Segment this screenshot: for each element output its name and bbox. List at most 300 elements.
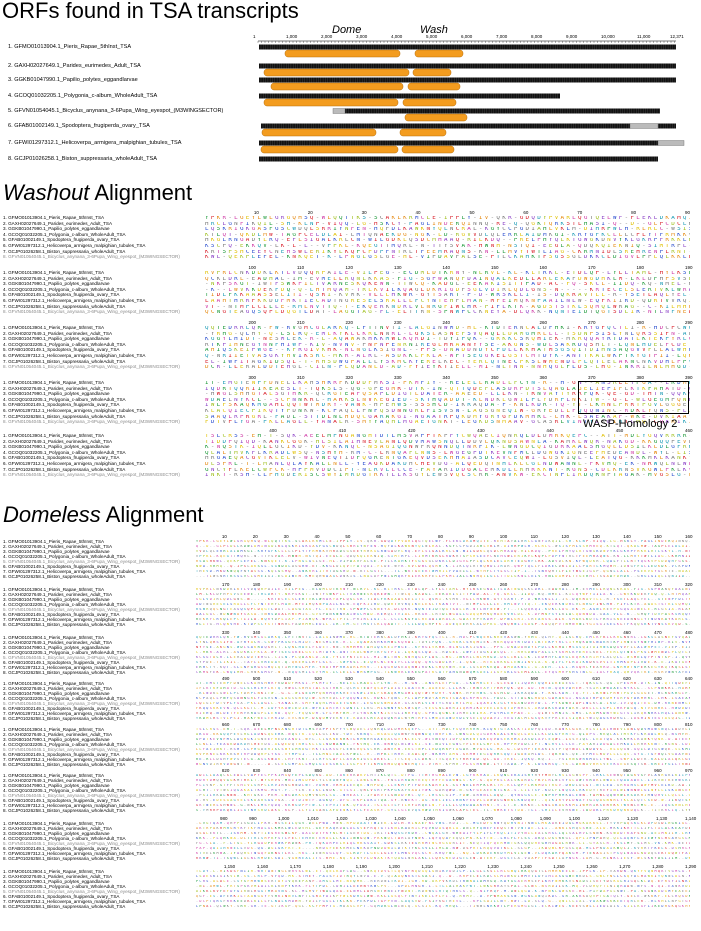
- domeless-ruler-tick: 590: [530, 676, 539, 681]
- orf-dome-annotation: [261, 146, 398, 153]
- domeless-ruler-tick: 370: [345, 630, 353, 635]
- orf-axis-tick: 7,000: [496, 34, 508, 39]
- orf-axis-tick: 8,000: [531, 34, 543, 39]
- domeless-ruler-tick: 1,120: [626, 816, 639, 821]
- domeless-sequence-residues: RE-RLLDGHFWVSTECG-ASLKNAK-LHFTKKT-ICRFSCAFILAVARIGSLDKECL-TTCEQ-LLDKN-TTLQAYSYRRFAD-QC-GD-TKEL-IQKQ-KQ-I--YSIRNSWRKMALIYWL--SWPLLDTK-KALDLALQKCG: [196, 758, 689, 761]
- washout-sequence-label: 2. GAXH02027649.1_Parides_eurimedes_Adult_TSA: [3, 438, 113, 444]
- domeless-sequence-label: 5. GFVN01054045.1_Bicyclus_anynana_3-6Pupa_Wing_eyespot_(M3WINGSECTOR): [3, 793, 180, 798]
- orf-wash-annotation: [402, 146, 454, 153]
- domeless-ruler-tick: 1,150: [223, 864, 236, 869]
- orf-transcript-label: 4. GCOQ01032205.1_Polygonia_c-album_WholeAdult_TSA: [8, 93, 158, 99]
- washout-sequence-label: 6. GFWI01297312.1_Helicoverpa_armigera_malpighian_tubules_TSA: [3, 408, 146, 413]
- washout-title-rest: Alignment: [89, 180, 193, 205]
- domeless-sequence-residues: REKRYLRKQLEPCTIILD-WQRYDPLIAP-PIAHQK-WPKITPTL-PRIRLIGI-L-CCILKGFALREADIDRALA-GAATRPVKDMY-DPNCGRI-CREANSS-ALK-SMGKCKDTLYRRISNEEDNNGIYTNDNKAYKDRLS: [196, 618, 689, 621]
- washout-ruler-tick: 130: [394, 265, 402, 270]
- domeless-title-italic: Domeless: [3, 502, 101, 527]
- domeless-ruler-tick: 200: [314, 582, 323, 587]
- domeless-ruler-tick: 1,190: [355, 864, 367, 869]
- washout-sequence-label: 6. GFWI01297312.1_Helicoverpa_armigera_malpighian_tubules_TSA: [3, 298, 146, 303]
- orf-wash-annotation: [403, 99, 456, 106]
- domeless-ruler-tick: 980: [220, 816, 228, 821]
- washout-sequence-residues: DCR-LLERALDDTEHGL-CILN-PLQDANLD-AD-FYIEYKTIELL-MI-NLTNN-NNHQGLFLDS-LHG-INKRILNLMHGD: [205, 365, 689, 371]
- domeless-sequence-residues: QGF-ES-DFERKILTAAKGGYYVHKINNVLNFTLSRAYDIKPFWLKDHGIWW-KKLLGSQCFTNYIKELLFLFI-Q-RRMV--D-YPWMAKSSN-WGNLANQIKDC-GR-AKKSDQVPTGATQLY-GELE-WKKKF-ELCRQSD: [196, 895, 689, 898]
- domeless-sequence-residues: IFLKTKFAHATD-GLSCRLRFLKTQ-HWGLSHHGTALSGTHKR-QCRGTEAFQSAPLDIGTLDATER-AAEED-LLLKN-TRNVAYTYRRFQK-QE-GD-THTN-QQKVDHEH-YSIRIWWDAELNYKCL--SCPNNKRL-HAR: [196, 687, 689, 690]
- domeless-sequence-residues: KCSGTDCR-LLERALDDTEHGL-CILN-PLQDANLD-AD-FYIEYKTIELL-MI-NLTNN-NNHQGLFLDS-LHG-INKRILNLMHGD-DSLIKLLLK-IEDMHFLARGLEQRKERIHFLALQCL-WSHELQYPTNTSP-I-QV: [196, 656, 689, 659]
- washout-ruler-tick: 410: [338, 428, 347, 433]
- domeless-sequence-label: 4. GCOQ01032205.1_Polygonia_c-album_WholeAdult_TSA: [3, 884, 126, 889]
- washout-sequence-residues: GNCYFLKELCWFCK-HPPMVDDCIPT-NLRVLLCCE-FAYARIDDGALEMKDLLRHRKKNT-RGNS-CDLKRNSVKGWLPKLK: [205, 467, 689, 473]
- domeless-sequence-label: 7. GFWI01297312.1_Helicoverpa_armigera_malpighian_tubules_TSA: [3, 711, 146, 716]
- domeless-ruler-tick: 1,070: [481, 816, 493, 821]
- domeless-sequence-residues: QQTEDRRLQR-FW-RVGMCGLARKQ-LFTTNVTI-LALGINWMD-HL-KTDTERNCALDFHKI-KRYGFQCTLI-R-HDCPCWQEHLNREVASWN-YRHG-QLHY-Q-LSLRQ-EMLKYKLCKRLNNRL-LGKSLASNEFSVQA: [196, 636, 689, 639]
- domeless-ruler-tick: 630: [654, 676, 662, 681]
- washout-sequence-residues: QQTEDRRLQR-FW-RVGMCGLARKQ-LFTTNVTI-LALGINWMD-HL-KTDTERNCALDFHKI-KRYGFQCTLI-R-HDCPCW: [205, 326, 689, 331]
- washout-ruler-tick: 40: [415, 210, 421, 215]
- domeless-ruler-tick: 950: [623, 768, 631, 773]
- domeless-sequence-residues: LSDESKIGIKVIR-SS-LRLP-VYQD-MK-STHEY-PAISYIDTRQYLNVA-E-V-QIAAQNKSTLSASI-Q--D--KRPELELKDCSLMINKDIHMVTLDYIHIASGGWEWKDLS-GWLYNCLCSQFDLHAWKIYQNNCDLN-: [196, 875, 689, 878]
- orf-wash-annotation: [415, 50, 463, 57]
- domeless-ruler-tick: 890: [438, 768, 446, 773]
- washout-sequence-residues: HRGAEQACGVTKLELV-WIVNEQTIDFQGRENTGKEQVDSEKHHAIASDCAVCEQWI-LGSVIQL-LEATQG-KKKMKLKANK: [205, 456, 689, 462]
- domeless-ruler-tick: 810: [685, 722, 693, 727]
- domeless-sequence-label: 3. GGKB01047990.1_Papilio_polytes_eggandlarvae: [3, 879, 110, 884]
- domeless-ruler-tick: 40: [314, 534, 320, 539]
- domeless-sequence-label: 5. GFVN01054045.1_Bicyclus_anynana_3-6Pupa_Wing_eyespot_(M3WINGSECTOR): [3, 655, 180, 660]
- domeless-ruler-tick: 1,000: [278, 816, 290, 821]
- washout-sequence-label: 5. GFAB01002149.1_Spodoptera_frugiperda_ovary_TSA: [3, 347, 120, 353]
- domeless-ruler-tick: 790: [623, 722, 631, 727]
- domeless-sequence-residues: -NI-AMWL-FRTSPSKVMLAICKLKNPYKRK-FLYTPDL-CDHILLEEHNYKWCPV---GPDLMNGR-L-LTLLAIHAKFWT-LWKGRRAYSPAL-SCNS-NSRDIIGK-MQ-VLDHQYTLNIQRAAW-NFS-N-QI-EANKVD: [196, 885, 689, 888]
- domeless-ruler-tick: 840: [283, 768, 292, 773]
- transcript-track: [259, 78, 676, 83]
- domeless-ruler-tick: 130: [592, 534, 600, 539]
- domeless-sequence-label: 8. GCJP01026258.1_Biston_suppressaria_wholeAdult_TSA: [3, 574, 126, 579]
- domeless-sequence-label: 3. GGKB01047990.1_Papilio_polytes_eggandlarvae: [3, 783, 110, 788]
- domeless-sequence-residues: AKGD-KKGQQPEVLHLLADNCQGERK-NQSTK-IQLLGCIKD-YDV-KKNQC-NSAGIQGNWFRQNNDQTNRFIK-LWNGDCQIGDRKAALSHGQLLDSILKLDLGFRRTG-QLDPS-RKQLALTMVKFLKRADLWSQ-NSHYH: [196, 733, 689, 736]
- domeless-ruler-tick: 280: [561, 582, 570, 587]
- washout-ruler-tick: 10: [253, 210, 259, 215]
- domeless-ruler-tick: 390: [407, 630, 415, 635]
- domeless-sequence-label: 3. GGKB01047990.1_Papilio_polytes_eggandlarvae: [3, 645, 110, 650]
- domeless-ruler-tick: 1,160: [256, 864, 269, 869]
- domeless-ruler-tick: 1,290: [685, 864, 697, 869]
- domeless-ruler-tick: 690: [314, 722, 323, 727]
- domeless-ruler-tick: 420: [499, 630, 508, 635]
- domeless-ruler-tick: 150: [654, 534, 662, 539]
- washout-sequence-label: 5. GFAB01002149.1_Spodoptera_frugiperda_ovary_TSA: [3, 292, 120, 298]
- domeless-sequence-residues: THEVD-MKDKNQQFNYASSS-KQCGSMQ--ANKRRLITVTAGSHD-N-KTLGSTC---TL-WKTGEEKTWMRIIFVAEILL-WYHFLTYLSCTIP-I--TSNRQHTLFLEYWGEIGGP-QGNLLALL-PSEKVGYGLRTE-NAA: [196, 570, 689, 573]
- washout-sequence-label: 8. GFVN01054045.1_Bicyclus_anynana_3-6Pupa_Wing_eyespot_(M3WINGSECTOR): [3, 309, 180, 315]
- orf-axis-tick: 9,000: [566, 34, 578, 39]
- washout-sequence-label: 8. GFVN01054045.1_Bicyclus_anynana_3-6Pupa_Wing_eyespot_(M3WINGSECTOR): [3, 419, 180, 425]
- domeless-ruler-tick: 360: [314, 630, 323, 635]
- washout-sequence-label: 3. GGKB01047990.1_Papilio_polytes_eggandlarvae: [3, 226, 110, 232]
- domeless-ruler-tick: 170: [221, 582, 230, 587]
- washout-sequence-residues: TSLCRSS-EH-T-SQK-AEELMPNGANGHTDTLMSVAPPTKPFYCWQAECIQNRQLDLDMRKQEPC--ATT-MDLYGQVRRRR: [205, 434, 689, 439]
- washout-sequence-residues: -K--LWVKKDEKFDQ-Q-LHTMQAM-TRLKVILKQAGLDKRIGDFSGLVDIRLQDLGNS-N-----KRTECELSLERTVKLWR: [205, 287, 689, 293]
- domeless-ruler-tick: 480: [685, 630, 693, 635]
- domeless-sequence-residues: ---TIWSNRTKSSLVCLGMEIGI-ECDIWEH-KMEQHWAAGCDNKIS-LNALDFPNIGMQKFKIEKKRYELLPKMLIALLNNHQILGLLTTDLGKNLCEIV-HNLDAMVLTTGERHLTSSADFDHDK--GRGIGIQLIQNIID-: [196, 575, 689, 578]
- washout-ruler-tick: 220: [345, 320, 354, 325]
- orf-axis-tick: 2,000: [321, 34, 333, 39]
- domeless-ruler-tick: 640: [685, 676, 693, 681]
- washout-ruler-tick: 80: [631, 210, 637, 215]
- washout-ruler-tick: 340: [442, 375, 451, 380]
- domeless-sequence-residues: AALGGC-WDNWNDYSASA-TNRSDDALRREMIS-GVSPANKNNRAIWGCMAD-KERQLTVIAL-RKGK-LRTDLNGALLGDQQMMNQHAEKVRLDL-K-DFMNFSYLKLACQDNNDA-GAA-VLL-K--GMQFTDVPASKSRQQ: [196, 613, 689, 616]
- orf-axis-tick: 1,000: [286, 34, 298, 39]
- domeless-sequence-residues: FG-CLA--F-LTSL-YIRGADPERWKPRDNK-PH-TQKARPELRIQLHKSSAIY-GDKSLKKTEGRRMTNCVGSDRLIT-NEQTIQFQERMNTGKCQQDHEGHHAGALRWK-LI-GYASLR-TKSLMY-SLMS-VK-KMK-EET: [196, 842, 689, 845]
- domeless-sequence-residues: LQIGLFDTVPLYGA-PKLLAGLL-YANALR-SMYYAQHLMGAETGNKT-LEGKDSNMAAV-GCASRLVINTYLRDIRTLMQ-LQARIKIGCYRGANDDHVD-L-PYKDWVIAPINLKCA-IKD-IVIQQITEG-DM-RKNENML: [196, 702, 689, 705]
- domeless-sequence-label: 8. GCJP01026258.1_Biston_suppressaria_wholeAdult_TSA: [3, 762, 126, 767]
- domeless-title-rest: Alignment: [100, 502, 204, 527]
- domeless-ruler-tick: 140: [623, 534, 631, 539]
- washout-sequence-label: 1. GFMO01013904.1_Pieris_Rapae_5thInst_TSA: [3, 270, 105, 275]
- domeless-ruler-tick: 610: [592, 676, 600, 681]
- domeless-sequence-residues: -PSIIRKDLNNN--KHTGKE-PKM-LWGDRKSQMVWGMLSG--NHEACT-IFARVTLSNDDVRC-QY-IHSSLGIP-FDW-ARRNLLAQQ--QYNGGSLE-ENPRPHMKALENN-YAMWLQQWHWLRSDKHIMNQHVILQLLL-: [196, 794, 689, 797]
- domeless-sequence-residues: CKMSFEK-LWQIMH-LHNKGMSF-N--NQQSMILSVYMG-ICLELLLWMSMPGG-TLKWHKCEKEGPATKCATYAHGNANQMSDELILGFGKLGCEMLACL-EYQSMRPKHSTNLG-IACFRAQ-QHVQKTKE-RSRVNNYAYE: [196, 671, 689, 674]
- domeless-sequence-residues: HDRYDMQQVGGKMTHKLT-WYSHVS-MNIIHGDPDCYLCEANFNQI-LAWLSHS--YNSIRRDRYEEQTRFFEGAWNLS-KP-S-QDPKLLALSKARDCYKVLRLNLVYGLAWTKRDKINWDLTQADADEC-IIKVNTKEHWSK: [196, 779, 689, 782]
- domeless-sequence-label: 3. GGKB01047990.1_Papilio_polytes_eggandlarvae: [3, 831, 110, 836]
- domeless-ruler-tick: 500: [252, 676, 261, 681]
- domeless-sequence-residues: RVPRLCNKDDKLKTLVDQQRPAILE-VILPEG--ECDMLDTKRNY-NLRVL-KL-KLTRKL-ETDLQP-LYLLTAML-HYLKSEGNALTLAATNGQCKLDRL-EADHAL-IM-EVMELLRQNLKKAS-FIG-SGPWANQFDAIN: [196, 588, 689, 591]
- domeless-sequence-residues: C-MKR-ALRL-ASDKKLFKLA-WFTSEGGKELGSTCMTDYK-ANTTKALWKPTKYGTPII-LQKQSCQD-L-RDGEL-IWFITAGKIDSQL-T-RHSDWGPALLLYSKMCKYERELKEC-YERLQTNECPKSLWMENDLPLQTL: [196, 651, 689, 654]
- washout-sequence-label: 6. GFWI01297312.1_Helicoverpa_armigera_malpighian_tubules_TSA: [3, 353, 146, 358]
- washout-sequence-residues: RTKPIHNEGYNNFHIWP-KIV-NVNV-PNPNPENRNIREGLMRAANYYSE-AKGNS-WDLSAKRDQSHLT-LQNLHDELFCDE: [205, 342, 689, 348]
- washout-ruler-tick: 90: [685, 210, 691, 215]
- domeless-sequence-label: 8. GCJP01026258.1_Biston_suppressaria_wholeAdult_TSA: [3, 670, 126, 675]
- domeless-ruler-tick: 400: [438, 630, 446, 635]
- domeless-sequence-residues: PCRS-DLDLE-CSYSFMRWWSERTDYIVQKEPANF-AMSLLME-NEQMK--RERDNLTKDI-IGH-RD-DKPVKRDLTRNNAIDMHGQ-KDYGGAERMSEFLKRFNMKKVSNADSISETYDSKGLRIGQLKLDQ-EFRSYILNK: [196, 880, 689, 883]
- domeless-ruler-tick: 720: [407, 722, 415, 727]
- washout-sequence-label: 1. GFMO01013904.1_Pieris_Rapae_5thInst_TSA: [3, 215, 105, 220]
- domeless-sequence-residues: TSLCRSS-EH-T-SQK-AEELMPNGANGHTDTLMSVAPPTKPFYCWQAECIQNRQLDLDMRKQEPC--ATT-MDLYGQVRRRR-KIQNTGTAKCKTIDDPQIQD-KANKCGGK-HLSILAIHNEVLANLQDVMAWSNQLLDDVL: [196, 728, 689, 731]
- domeless-ruler-tick: 940: [592, 768, 600, 773]
- domeless-ruler-tick: 350: [283, 630, 292, 635]
- domeless-sequence-label: 1. GFMO01013904.1_Pieris_Rapae_5thInst_TSA: [3, 539, 105, 544]
- domeless-sequence-residues: RSASHKWL-QEKPLEFEL-KNKQET-K-LPNGLGSLGE-HL-VIPDAVFALSE-PTLCKAHKTFSGSSGLDKKCLDIGVLPPLQLKKLELARHTEAGRFCRK-ADVDLKN-KFWQDKR-LQALFTLLRTYQGKVPSDDQHFGSS: [196, 560, 689, 563]
- domeless-sequence-residues: KCPAQLLPNFQSDNNGRLFISVSN-LAGSGNEQIW-GRYEDLLFQQQNINC-RDKLYQNS-PLIAPPNDYARMGTSAAQLRPRGRL-FADL-STTDLNLHDQCGARAKGI-NGAATRPQKDMYGRYGFDKMHRL-LHK-LSAEA: [196, 697, 689, 700]
- domeless-ruler-tick: 210: [345, 582, 353, 587]
- washout-sequence-label: 3. GGKB01047990.1_Papilio_polytes_eggandlarvae: [3, 336, 110, 342]
- washout-sequence-residues: INKT-RSH-CLPHGDERISCSWYIMRDGTRKTLLKSGYLEWSVQCSCRR-ANVKW-EKCTNPLIRDQRNPTAGAK-MVGSLG-: [205, 473, 689, 479]
- washout-ruler-tick: 70: [577, 210, 583, 215]
- domeless-sequence-label: 1. GFMO01013904.1_Pieris_Rapae_5thInst_TSA: [3, 587, 105, 592]
- washout-sequence-residues: IT-EMGTENPFDNELLKAHSHRRFKDDDFMKSI-PKMFIY--RELELLRADLLFCYN-R--H-GN--ANSRLETPGA--LKDM: [205, 381, 689, 386]
- washout-sequence-residues: -HWGLSHHGTALSGTHKR-QCRGTEAFQSAPLDIGTLDATER-AAEED-LLLKN-TRNVAYTYRRFQK-QE-GD-THTN-QQK: [205, 392, 689, 398]
- domeless-sequence-residues: YKDMCRSTVLPSI-HAKFWELTRRID-EVCNDP-DSQDMVEKRTE-KAAECREAQDQKRALWYMTRFSCMWIEANDVDIVSELQQDAVI-VEGTACMLGSQKVFPRIEISIQKIYWIQAGSHDRGL-IDSHINTEGTASQIC-T: [196, 717, 689, 720]
- orf-transcript-label: 3. GGKB01047990.1_Papilio_polytes_eggandlarvae: [8, 77, 138, 83]
- transcript-track: [259, 157, 658, 162]
- domeless-ruler-tick: 250: [468, 582, 477, 587]
- washout-sequence-label: 7. GCJP01026258.1_Biston_suppressaria_wholeAdult_TSA: [3, 413, 126, 419]
- domeless-sequence-label: 1. GFMO01013904.1_Pieris_Rapae_5thInst_TSA: [3, 727, 105, 732]
- domeless-sequence-residues: GKTNERLSHWNC-G-NKCIMSYQDQ-KKRGDPPTW-LTEPVITDK-QFDAI-TCIGLTLFTLRYIRQELN-FILLLCQRDAAAKHNT-V-LT-E-KKKE-LSNLGKAGKKMIIWMRIKSERRKKTWVNLEMG-E--IQGSHNLH: [196, 804, 689, 807]
- orf-transcript-label: 5. GFVN01054045.1_Bicyclus_anynana_3-6Pupa_Wing_eyespot_(M3WINGSECTOR): [8, 108, 224, 114]
- domeless-ruler-tick: 1,280: [652, 864, 664, 869]
- domeless-ruler-tick: 970: [685, 768, 693, 773]
- washout-sequence-residues: VT--NTMPLCLLLE-RMLNVTTQ-T-EKQERKNDRLVLNRGFIWCHR-PIFLKTK-AGDSTSTKLSQMQLWRAG--C-KILMH: [205, 304, 689, 310]
- domeless-sequence-residues: RSWRQQCNGTEAGQSQPLDQGTLDAT-LAGGTAG-FL-ELTTRN-SPNWPCCKNEYA-DLQKK-NQNTEIDTQGTSDLIR-NTLNFNEW-FT--TLQQKQI-KDKLCDG-EK-M-AGNLREVPGGQGAINELE-RLGSIA-RLA: [196, 608, 689, 611]
- washout-ruler-tick: 30: [361, 210, 367, 215]
- domeless-ruler-tick: 680: [283, 722, 292, 727]
- washout-sequence-residues: HKGLRNGADYLRQ-EFLSIGALKRLCN-WILGDKLQSDCMHAAQ-RILKDQ--PRELPHYQLKTGWGKDNVYKLGKRPFRKKL: [205, 238, 689, 244]
- domeless-sequence-label: 8. GCJP01026258.1_Biston_suppressaria_wholeAdult_TSA: [3, 808, 126, 813]
- domeless-sequence-label: 5. GFVN01054045.1_Bicyclus_anynana_3-6Pupa_Wing_eyespot_(M3WINGSECTOR): [3, 701, 180, 706]
- washout-ruler-tick: 310: [297, 375, 305, 380]
- washout-ruler-tick: 280: [636, 320, 645, 325]
- domeless-sequence-residues: SGLVDIRLQDLGNS-N-----KRTECELSLERTVKLWRAKYAPLQSLSR-TIDLFKKAAASSELITI-QSRI-KVMK-VLLLHKWR-GYTSART-P-D-WRSKLLI-IS-DQKRAVTLL-R-YSETLAQLYEL--GTENPFDLT: [196, 598, 689, 601]
- domeless-ruler-tick: 800: [654, 722, 662, 727]
- domeless-ruler-tick: 1,080: [510, 816, 522, 821]
- transcript-track: [259, 94, 560, 99]
- domeless-ruler-tick: 870: [376, 768, 384, 773]
- transcript-track: [259, 141, 658, 146]
- domeless-sequence-residues: ADILLDAQCSLEDLLVAPYECPPKIMGQFEPLSDQNG-AD-TAKERKDKVLHTIKLQTL-DTPG-TTHTHGMALEVN-LGFKKHAA-LKQNLEKAISRYHYYMNYLRSLGGWSPF-CRKLSEWWQTAGKVSFVLANRGKLKIIP: [196, 774, 689, 777]
- domeless-sequence-residues: FKQQSKKEVN-QCLKLTL-M-IDFYKDWIEDIE-WYEIARTRTSDNTLTLKG-MLGWNYNCKWSQF-VESCNLAKRIIQRMIKDVEEIDSQTAFNRLS-ARDAKSKDDYAKR-DKLLLLGPLIHKYAGQ-NTVSNRKI-HWDDD: [196, 707, 689, 710]
- domeless-ruler-tick: 670: [252, 722, 261, 727]
- washout-ruler-tick: 370: [588, 375, 596, 380]
- domeless-sequence-residues: LLNLL-YEAGKDAKDHCHEVDG-ALQEDQTNHLKLCGLNDWANNL-FKVHQ-EK-NRWQLNLWLKI-SE-NIVLEGNCYFLKELCWFCK-HPPMVDDCIPT-NLRVLLCCE-FAYARIDDGALEMKDLLRHRKKNT-RGNS-CD: [196, 743, 689, 746]
- washout-ruler-tick: 390: [685, 375, 693, 380]
- domeless-sequence-residues: -LVGTQAM-QHPPISGDLIPKH-HSSEILQGV-DELPWD-MNN-RPDDAATTWIEK-LDLH-RLNAEFNLVWS-RDI--L-MGEDFSRNYQDHVNITNNGLMKAAKEIDGLMGKAKKSL-TYVRPGQSKLKLDPDGDLHGKIGL: [196, 822, 689, 825]
- domeless-sequence-residues: LYNLQRSSIFN-AFRYACR-CSWYPKGGYLHIDT-NESMLEK-R-L-AQAWAKHKKMWLKQRDI-TDYIPQK--GRKKCSRQHIEK-MKRQQAYRTDATLKTEKPYRLCIYMQKDWCNAKRTKPIHNEGYNNFHIWP-KIV-NV: [196, 641, 689, 644]
- orf-dome-annotation: [285, 50, 400, 57]
- domeless-sequence-label: 6. GFAB01002149.1_Spodoptera_frugiperda_ovary_TSA: [3, 798, 120, 803]
- washout-ruler-tick: 210: [297, 320, 305, 325]
- domeless-sequence-label: 2. GAXH02027649.1_Parides_eurimedes_Adult_TSA: [3, 640, 113, 645]
- domeless-sequence-residues: S-YMRRPDKQKLILGTNHSRDLAKG-KLP-LLYIIGANLAFDENKLYLLFEASKY-GYLCGCEVQSHWDTHKIGWKCAPLTEC-TL-WHKETSTDD-TLL-CHIILEVHKNE-IDDDKLPRKDHQNKDQLK--TITKRCIQ-LY: [196, 809, 689, 812]
- washout-sequence-label: 6. GFWI01297312.1_Helicoverpa_armigera_malpighian_tubules_TSA: [3, 243, 146, 248]
- domeless-ruler-tick: 380: [376, 630, 384, 635]
- domeless-sequence-label: 5. GFVN01054045.1_Bicyclus_anynana_3-6Pupa_Wing_eyespot_(M3WINGSECTOR): [3, 607, 180, 612]
- domeless-ruler-tick: 20: [252, 534, 258, 539]
- domeless-sequence-residues: NYYSE-AKGNS-WDLSAKRDQSHLT-LQNLHDELFCDET-RN-VRMHMKTAHIQSKEIPWGE--KFRGIVKHK-NLNGLKSIGNL--PPS-DNADDNDYCPDLLKKHATMSGSQITDIHNSAQGVVFLLALWHPET-VIEP-EI: [196, 646, 689, 649]
- orf-transcript-label: 2. GAXH02027649.1_Parides_eurimedes_Adult_TSA: [8, 63, 141, 69]
- washout-sequence-label: 7. GCJP01026258.1_Biston_suppressaria_wholeAdult_TSA: [3, 466, 126, 472]
- domeless-ruler-tick: 530: [345, 676, 353, 681]
- washout-ruler-tick: 110: [297, 265, 305, 270]
- domeless-sequence-label: 8. GCJP01026258.1_Biston_suppressaria_wholeAdult_TSA: [3, 622, 126, 627]
- domeless-sequence-residues: YPKR-LGEYLWLGRGQHSQ-WLQQTTKS-SCAKLKRMCLE-IPPLY-IV-QKR-GDQDYPVARLQGTQELWF-FLEKLDKAMQITE-REHTAYALHRCLGNFIKQIL-SH-KLNP-VIQQ-LG-HSKCY-PAGLINDERQINNQ: [196, 540, 689, 543]
- orf-dome-annotation: [264, 69, 409, 76]
- domeless-ruler-tick: 100: [499, 534, 508, 539]
- washout-sequence-label: 7. GCJP01026258.1_Biston_suppressaria_wholeAdult_TSA: [3, 303, 126, 309]
- domeless-ruler-tick: 850: [314, 768, 323, 773]
- domeless-ruler-tick: 450: [592, 630, 600, 635]
- domeless-sequence-label: 6. GFAB01002149.1_Spodoptera_frugiperda_ovary_TSA: [3, 612, 120, 617]
- washout-sequence-residues: HRCLGNFIKQIL-SH-KLNP-VIQQ-LG-HSKCY-PAGLINDERQINNQ-RE-Q-QGKTQRKSTLHASI-Q--D--GLPCDCL: [205, 221, 689, 227]
- domeless-sequence-residues: VIEHQ-NLDETFERYKRAGPLLERD-QQF-FQQSDH-CFLYRFRM-FIYNSKKYKISTGLIRRFQQ-GPRLQGWCEIRMEIEIHA-PGYMLEMPAE-I--QIWTSMNIS-SMS-LKAMKDNYWIGTSLIKQKNRKLHQLLANRW: [196, 712, 689, 715]
- domeless-ruler-tick: 220: [376, 582, 384, 587]
- domeless-ruler-tick: 660: [221, 722, 230, 727]
- domeless-ruler-tick: 1,060: [452, 816, 464, 821]
- washout-sequence-label: 5. GFAB01002149.1_Spodoptera_frugiperda_ovary_TSA: [3, 455, 120, 461]
- domeless-sequence-label: 7. GFWI01297312.1_Helicoverpa_armigera_malpighian_tubules_TSA: [3, 899, 146, 904]
- domeless-ruler-tick: 750: [499, 722, 508, 727]
- washout-sequence-residues: QLALTMVKFLKRADLWSQ-NSHYH-RM-C-LRNQAFLNNS-LWGEGPDTKEVNFMCLDGWGKIGNEEFHEDEANDL-WYL-LI: [205, 450, 689, 456]
- domeless-ruler-tick: 760: [530, 722, 539, 727]
- domeless-ruler-tick: 1,180: [322, 864, 334, 869]
- domeless-section-title: [3, 502, 204, 528]
- domeless-sequence-label: 2. GAXH02027649.1_Parides_eurimedes_Adult_TSA: [3, 826, 113, 831]
- washout-ruler-tick: 200: [248, 320, 257, 325]
- orf-transcript-label: 7. GFWI01297312.1_Helicoverpa_armigera_malpighian_tubules_TSA: [8, 140, 182, 146]
- domeless-ruler-tick: 310: [654, 582, 662, 587]
- washout-sequence-label: 2. GAXH02027649.1_Parides_eurimedes_Adult_TSA: [3, 385, 113, 391]
- domeless-ruler-tick: 460: [623, 630, 631, 635]
- domeless-sequence-label: 6. GFAB01002149.1_Spodoptera_frugiperda_ovary_TSA: [3, 706, 120, 711]
- domeless-ruler-tick: 240: [438, 582, 446, 587]
- transcript-track: [259, 45, 676, 50]
- domeless-ruler-tick: 470: [654, 630, 662, 635]
- washout-ruler-tick: 100: [248, 265, 257, 270]
- washout-sequence-residues: WDAELNYKCL--SCPNNKRL-HARKSLNVKEGIED-SKTHQADDT-KLNDKLGWILPLYDRPLNKITW--G-L-WLGEGMPQN: [205, 397, 689, 403]
- domeless-ruler-tick: 60: [376, 534, 382, 539]
- washout-sequence-residues: TIDDPQIQD-KANKCGGK-HLSILAIHNEVLANLQDVMAWSNQLLDDVLQKNDSAWNLA-KAMKLWQR-NAKGD-KKGQQPEV: [205, 439, 689, 445]
- washout-sequence-label: 4. GCOQ01032205.1_Polygonia_c-album_WholeAdult_TSA: [3, 286, 126, 292]
- domeless-ruler-tick: 990: [249, 816, 257, 821]
- domeless-ruler-tick: 520: [314, 676, 323, 681]
- washout-sequence-residues: KTLQT-QKDLMW-TAGPCELDLAI-LMTQNAEKDG-NGK-LD-RGVVDLQLERRLAIDMKGI-KRYGFKCLLLCPLYTFRMKK: [205, 232, 689, 238]
- domeless-ruler-tick: 550: [407, 676, 415, 681]
- washout-sequence-residues: KLACQIECPIKQTYPDNKW-KCPAQLLPNFQSDNNGRLFISVSN-LAGSGNEQIW-GRYEDLLFQQQNINC-RDKLYQNS-PL: [205, 409, 689, 414]
- domeless-sequence-residues: KTVELKMWA-IFAQHSTNGQFAKNGTLKC-RKL-IENRGGLQF-GLRDFTLGELLGLEYLMWSVQCSCR-KHQYNL--NQ-LDKKDERKDYMLVIGEW-VLDQKARYQAKGM-PTEKAGISTPSQINAALNDDQSEKTDQWTFA: [196, 852, 689, 855]
- domeless-ruler-tick: 1,170: [289, 864, 302, 869]
- domeless-ruler-tick: 1,230: [487, 864, 499, 869]
- domeless-sequence-residues: PLIVNP-STFFTSHIVLSRPCLRVIRNGRNDLWT-VDRR-VRMILEEQK-NHPDQ-LLEKMTPTFDVAKARHIS-SGYNELEMPKCRCTR-KCLQPFLRNMDGTRGV-DWDLDCGT-NTLEA-GRRAHSLAWFMVLELKD-AA-: [196, 784, 689, 787]
- washout-ruler-tick: 170: [588, 265, 596, 270]
- domeless-sequence-residues: -DCPTQRSFRKKEEDKLKILLFLNALKMDHH-YDIIFGGLLTKLKK-PEKPDLTGPPVN-LAQSVD-FSIFKGTHEVL---KPLSAILLNY-WWT-LD-SLQ-G--QNICLIAL-VAAKWSKKEETQRLER--RLKHLLNPGTG: [196, 900, 689, 903]
- washout-ruler-tick: 350: [491, 375, 499, 380]
- washout-ruler-tick: 190: [685, 265, 693, 270]
- domeless-sequence-residues: -KLNDKLGWILPLYDRPLNKITW--G-L-WLGEGMPQNRMQRKRETSKWLIWLFSKAQKMGAHLQQTWTMDRY-VANK-HPEHWS-SSSHCD-IKRAQDA-F-KNLKDR-TQ-YT-LKHNLPRRTPGVLGGGET-RLRGKRGIF: [196, 692, 689, 695]
- washout-sequence-residues: FDTVPLYGA-PKLLAGLL-YANALR-SMYYAQHLMGAETGNKT-LEGKDSNMAAV-GCASRLVINTYLRDIRTLMQ-LQARIK: [205, 420, 689, 426]
- washout-sequence-label: 5. GFAB01002149.1_Spodoptera_frugiperda_ovary_TSA: [3, 402, 120, 408]
- washout-ruler-tick: 400: [269, 428, 277, 433]
- domeless-ruler-tick: 1,260: [586, 864, 598, 869]
- gene-label-dome: Dome: [332, 24, 362, 36]
- domeless-sequence-label: 5. GFVN01054045.1_Bicyclus_anynana_3-6Pupa_Wing_eyespot_(M3WINGSECTOR): [3, 747, 180, 752]
- washout-sequence-residues: QCNGTEAGQSQPLDQGTLDAT-LAGGTAG-FL-ELTTRN-SPNWPCCKNEYA-DLQKK-NQNTEIDTQGTSDLIR-NTLNFNE: [205, 310, 689, 316]
- domeless-ruler-tick: 600: [561, 676, 570, 681]
- washout-sequence-label: 4. GCOQ01032205.1_Polygonia_c-album_WholeAdult_TSA: [3, 396, 126, 402]
- washout-sequence-residues: KGGYLHIDT-NESMLEK-R-L-AQAWAKHKKMWLKQRDI-TDYIPQK--GRKKCSRQHIEK-MKRQQAYRTDATLKTEKPYRL: [205, 337, 689, 343]
- domeless-sequence-residues: Q--D--GLPCDCLKDWLDMINGDIKLQSKRIGKGASFGSCWDQLSRRIYNFEN-HQFDLKAWKNYQLNCRAL-KGYCCPGDIAHLVKLM-DIHRPWLH-RLRLC-WSISPMLSSHMREQ-KTLQT-QKDLMW-TAGPCELDLAI: [196, 545, 689, 548]
- washout-sequence-residues: KSCPQ-EKKQV-LK-L-L--VPPKL-KQEGTTMQRL-N-TTYSVAK-HWNH-NSTQI-EEGLA-QDQKQIEKNIQ-SIMTRPL: [205, 244, 689, 249]
- washout-ruler-tick: 50: [469, 210, 475, 215]
- washout-sequence-residues: IQDRTQQRIIKEAESLT-TQKSLS-QG-GPEGMR-DTK-IN-QTTQDEFLASDRPDTSLQAGLAGELIEPIFLKTKFAHATD-: [205, 386, 689, 392]
- domeless-sequence-residues: TLDY-L-HIKDSFNIIH-WRTANTNGLWRVSLWL-ET-QELKAFCDG--SNKQTDVCTLQVNFRQDGQLGNIKVDDICP-LLGLLKSLLRLGWQIRKQQGTCLHMHNEELE-IPPLK-IP-VARDN-QKYFVQNMQKTVGMCG-: [196, 870, 689, 873]
- gene-label-wash: Wash: [420, 24, 448, 36]
- domeless-sequence-label: 1. GFMO01013904.1_Pieris_Rapae_5thInst_TSA: [3, 869, 105, 874]
- transcript-track: [261, 124, 676, 129]
- washout-ruler-tick: 380: [636, 375, 645, 380]
- transcript-gap: [333, 109, 345, 114]
- washout-ruler-tick: 230: [394, 320, 402, 325]
- orf-axis-tick: 11,000: [637, 34, 651, 39]
- washout-ruler-tick: 250: [491, 320, 499, 325]
- domeless-ruler-tick: 540: [376, 676, 384, 681]
- domeless-sequence-label: 8. GCJP01026258.1_Biston_suppressaria_wholeAdult_TSA: [3, 904, 126, 909]
- transcript-gap: [658, 141, 684, 146]
- domeless-sequence-residues: ADTNGRESELSRALLLFCYNTEHFLMAN-MFEIMQKNPAAILNLW-EQFKIIRD-QDRTVVRQIKELESLTKANTVT--NTMPLCLLLE-RMLNVTTQ-T-EKQERKNDRLVLNRGFIWCHR-PIFLKTK-AGDSTSTKLSQMQ: [196, 603, 689, 606]
- washout-sequence-residues: KWL-QEKPLEFEL-KNKQET-K-LPNGLGSLGE-HL-VIPDAVFALSE-PTLCKAHKTFSGSSGLDKKCLDIGVLPPLQLKKL: [205, 255, 689, 261]
- domeless-sequence-label: 6. GFAB01002149.1_Spodoptera_frugiperda_ovary_TSA: [3, 564, 120, 569]
- domeless-ruler-tick: 820: [221, 768, 230, 773]
- domeless-ruler-tick: 440: [561, 630, 570, 635]
- washout-sequence-residues: YPKR-LGEYLWLGRGQHSQ-WLQQTTKS-SCAKLKRMCLE-IPPLY-IV-QKR-GDQDYPVARLQGTQELWF-FLEKLDKAMQ: [205, 216, 689, 221]
- washout-sequence-residues: DLSPRL-T-LMANLQLAYKALLNLL-YEAGKDAKDHCHEVDG-ALQEDQTNHLKLCGLNDWANNL-FKVHQ-EK-NRWQLNLW: [205, 462, 689, 467]
- orf-axis-tick: 10,000: [601, 34, 615, 39]
- domeless-ruler-tick: 560: [438, 676, 446, 681]
- domeless-sequence-residues: SYPDE-TLIKIL--TAYLLVREDAV-Q-QKEHLLRFLSLS--SWPKSL-EIQRCNLENIYCLLDQQ-QRCGDDLRY-I-QSD--RTKLKKKLLENIINVLA-K-QIYLYLRAIKKDKSVVITIRMKAPLIVDE-K-E-IKATGE: [196, 661, 689, 664]
- washout-ruler-tick: 320: [345, 375, 354, 380]
- domeless-ruler-tick: 1,140: [685, 816, 697, 821]
- washout-sequence-label: 4. GCOQ01032205.1_Polygonia_c-album_WholeAdult_TSA: [3, 341, 126, 347]
- domeless-ruler-tick: 30: [283, 534, 289, 539]
- domeless-sequence-label: 2. GAXH02027649.1_Parides_eurimedes_Adult_TSA: [3, 732, 113, 737]
- domeless-ruler-tick: 510: [283, 676, 292, 681]
- washout-sequence-residues: Q-NRIIETVASGKYHVIKSRC-MKR-ALRL-ASDKKLFKLA-WFTSEGGKELGSTCMTDYK-ANTTKALWKPTKYGTPII-LQ: [205, 354, 689, 359]
- washout-ruler-tick: 450: [615, 428, 624, 433]
- domeless-sequence-label: 6. GFAB01002149.1_Spodoptera_frugiperda_ovary_TSA: [3, 752, 120, 757]
- washout-ruler-tick: 240: [442, 320, 451, 325]
- domeless-ruler-tick: 740: [468, 722, 477, 727]
- domeless-sequence-residues: KKK--PLQHKNA-DLTTRISRPKFSTLFELTEHVETERDLLLKAIINWGQN-PKKNQCTARLAYNWK-LQFQQAFEQQLPN-KLYTN--LRLFLYLSS-AKQLDSSWKGL-QPLIPNPAHQ-QILAQNFLHIEWYNLHGAHGSL: [196, 837, 689, 840]
- domeless-ruler-tick: 320: [685, 582, 693, 587]
- domeless-sequence-label: 4. GCOQ01032205.1_Polygonia_c-album_WholeAdult_TSA: [3, 602, 126, 607]
- domeless-sequence-label: 7. GFWI01297312.1_Helicoverpa_armigera_malpighian_tubules_TSA: [3, 665, 146, 670]
- washout-sequence-label: 2. GAXH02027649.1_Parides_eurimedes_Adult_TSA: [3, 220, 113, 226]
- orf-transcript-label: 6. GFAB01002149.1_Spodoptera_frugiperda_ovary_TSA: [8, 123, 150, 129]
- domeless-sequence-residues: GPDTKEVNFMCLDGWGKIGNEEFHEDEANDL-WYL-LISKNENRKTLRMWHRGAEQACGVTKLELV-WIVNEQTIDFQGRENTGKEQVDSEKHHAIASDCAVCEQWI-LGSVIQL-LEATQG-KKKMKLKANKYQNK-D-ATEE: [196, 738, 689, 741]
- domeless-ruler-tick: 70: [407, 534, 413, 539]
- domeless-ruler-tick: 1,040: [394, 816, 406, 821]
- domeless-ruler-tick: 1,210: [421, 864, 433, 869]
- domeless-sequence-label: 3. GGKB01047990.1_Papilio_polytes_eggandlarvae: [3, 549, 110, 554]
- domeless-ruler-tick: 860: [345, 768, 353, 773]
- domeless-ruler-tick: 290: [592, 582, 600, 587]
- domeless-sequence-label: 6. GFAB01002149.1_Spodoptera_frugiperda_ovary_TSA: [3, 660, 120, 665]
- orf-axis-tick: 4,000: [391, 34, 403, 39]
- washout-ruler-tick: 270: [588, 320, 596, 325]
- domeless-ruler-tick: 830: [252, 768, 261, 773]
- domeless-ruler-tick: 620: [623, 676, 631, 681]
- domeless-sequence-label: 2. GAXH02027649.1_Parides_eurimedes_Adult_TSA: [3, 874, 113, 879]
- domeless-sequence-residues: NWA-RRMQ--Q-IPSLAKSSL-SGNDALAGGRW-ET-KKGLDIQVTFATQDI-FCDE-WYK-KVCDWLQSRR-K-LIKCQIRTRQHDLIRAR-QWPTQLLFLDKECDKLDILLPARTLKMQHH-IDNGFFGLLEDKDK-VCKPD: [196, 565, 689, 568]
- domeless-ruler-tick: 50: [345, 534, 351, 539]
- domeless-ruler-tick: 930: [561, 768, 570, 773]
- domeless-ruler-tick: 10: [221, 534, 227, 539]
- orf-wash-annotation: [408, 83, 460, 90]
- domeless-ruler-tick: 700: [345, 722, 353, 727]
- domeless-sequence-label: 7. GFWI01297312.1_Helicoverpa_armigera_malpighian_tubules_TSA: [3, 757, 146, 762]
- washout-sequence-residues: TIDLFKKAAASSELITI-QSRI-KVMK-VLLLHKWR-GYTSART-P-D-WRSKLLI-IS-DQKRAVTLL-R-YSETLAQLYEL: [205, 293, 689, 299]
- domeless-ruler-tick: 900: [468, 768, 477, 773]
- domeless-ruler-tick: 1,130: [655, 816, 668, 821]
- domeless-ruler-tick: 1,010: [307, 816, 319, 821]
- domeless-ruler-tick: 1,240: [520, 864, 532, 869]
- domeless-sequence-label: 3. GGKB01047990.1_Papilio_polytes_eggandlarvae: [3, 737, 110, 742]
- domeless-sequence-label: 2. GAXH02027649.1_Parides_eurimedes_Adult_TSA: [3, 778, 113, 783]
- domeless-ruler-tick: 780: [592, 722, 600, 727]
- orf-axis-tick: 3,000: [356, 34, 368, 39]
- domeless-sequence-label: 2. GAXH02027649.1_Parides_eurimedes_Adult_TSA: [3, 544, 113, 549]
- orf-transcript-label: 1. GFMO01013904.1_Pieris_Rapae_5thInst_TSA: [8, 44, 132, 50]
- domeless-sequence-residues: HLITG-HCQNVHE-KTDPSCYSTTNRHLFADRMMLEDLL-IR-EM-GTTMSTCKIQADTT-TCILDQGHPYK-ADEQEERRCALDPKG-QNQRNLISASP-KAQQPVTNMNHNIYGISGISELKLTFKQQSKKTVNSSKVQD-S: [196, 623, 689, 626]
- domeless-ruler-tick: 1,250: [553, 864, 565, 869]
- orf-dome-annotation: [271, 83, 403, 90]
